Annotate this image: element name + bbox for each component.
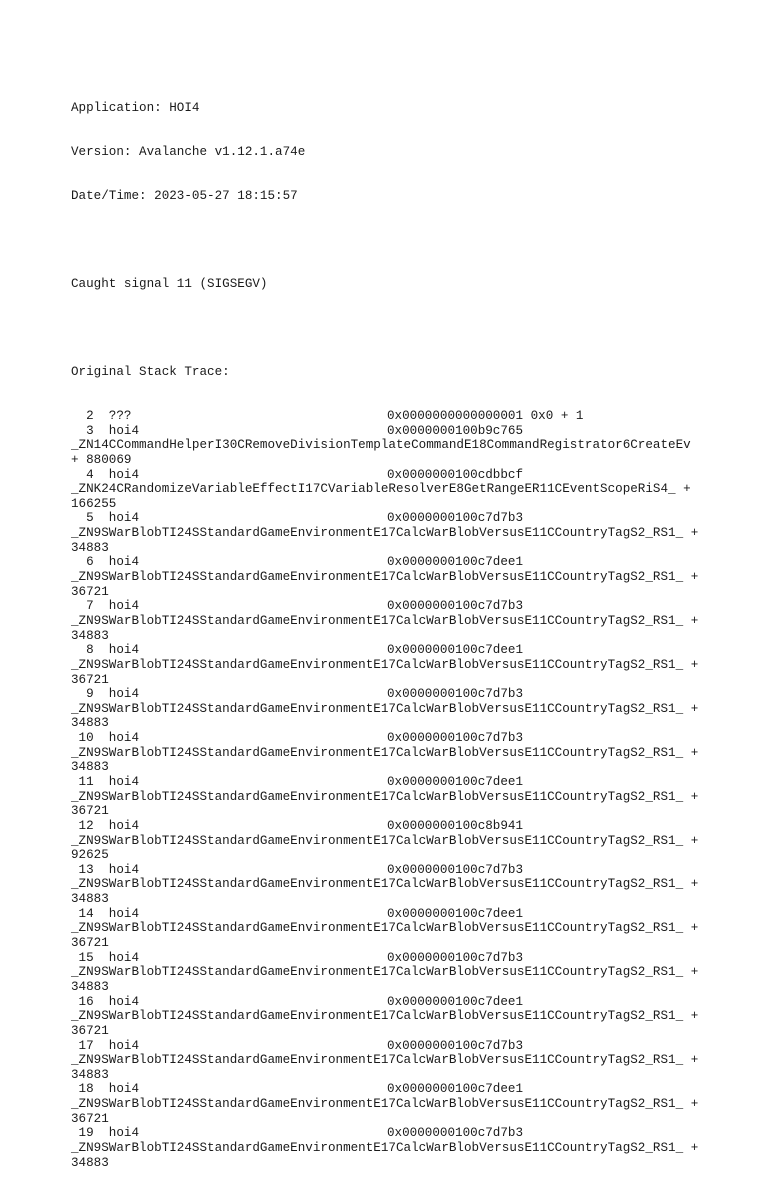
frame-address: 0x0000000100c7d7b3 — [387, 731, 524, 746]
frame-address: 0x0000000100c8b941 — [387, 818, 524, 833]
frame-number: 6 — [86, 555, 94, 570]
frame-symbol: _ZN9SWarBlobTI24SStandardGameEnvironmentE17CalcWarBlobVersusE11CCountryTagS2_RS1_ + — [71, 965, 699, 980]
frame-address: 0x0000000100c7d7b3 — [387, 687, 524, 702]
datetime-line: Date/Time: 2023-05-27 18:15:57 — [71, 189, 298, 204]
frame-symbol: 36721 — [71, 1111, 109, 1126]
frame-module: hoi4 — [108, 467, 140, 482]
crash-log-document — [71, 72, 761, 1185]
frame-symbol: _ZN9SWarBlobTI24SStandardGameEnvironmentE17CalcWarBlobVersusE11CCountryTagS2_RS1_ + — [71, 921, 699, 936]
frame-symbol: 34883 — [71, 540, 109, 555]
frame-symbol: 166255 — [71, 496, 117, 511]
frame-address: 0x0000000100c7d7b3 — [387, 1126, 524, 1141]
stack-frame-header — [71, 863, 761, 878]
stack-frame-header — [71, 511, 761, 526]
frame-address: 0x0000000100c7dee1 — [387, 906, 524, 921]
frame-module: hoi4 — [108, 511, 140, 526]
frame-number: 16 — [78, 994, 94, 1009]
frame-module: hoi4 — [108, 950, 140, 965]
frame-symbol: _ZN9SWarBlobTI24SStandardGameEnvironmentE17CalcWarBlobVersusE11CCountryTagS2_RS1_ + — [71, 570, 699, 585]
frame-module: ??? — [108, 408, 132, 423]
stack-frame-header — [71, 468, 761, 483]
frame-number: 14 — [78, 906, 94, 921]
frame-module: hoi4 — [108, 994, 140, 1009]
frame-address: 0x0000000100b9c765 — [387, 423, 524, 438]
stack-frame-header — [71, 907, 761, 922]
frame-number: 4 — [86, 467, 94, 482]
frame-symbol: _ZN14CCommandHelperI30CRemoveDivisionTemplateCommandE18CommandRegistrator6CreateEv — [71, 438, 691, 453]
frame-address: 0x0000000100c7d7b3 — [387, 599, 524, 614]
stack-frame-header — [71, 775, 761, 790]
frame-module: hoi4 — [108, 423, 140, 438]
frame-address: 0x0000000000000001 0x0 + 1 — [387, 408, 584, 423]
frame-module: hoi4 — [108, 731, 140, 746]
stack-frame-header — [71, 995, 761, 1010]
frame-address: 0x0000000100c7dee1 — [387, 555, 524, 570]
frame-symbol: 92625 — [71, 848, 109, 863]
frame-module: hoi4 — [108, 643, 140, 658]
frame-symbol: _ZNK24CRandomizeVariableEffectI17CVariableResolverE8GetRangeER11CEventScopeRiS4_ + — [71, 482, 691, 497]
stack-frame-header — [71, 1126, 761, 1141]
stack-frame-header — [71, 409, 761, 424]
version-line: Version: Avalanche v1.12.1.a74e — [71, 145, 306, 160]
stack-frame-header — [71, 819, 761, 834]
frame-symbol: 34883 — [71, 979, 109, 994]
frame-number: 13 — [78, 862, 94, 877]
frame-symbol: _ZN9SWarBlobTI24SStandardGameEnvironmentE17CalcWarBlobVersusE11CCountryTagS2_RS1_ + — [71, 1141, 699, 1156]
frame-symbol: 34883 — [71, 892, 109, 907]
frame-symbol: _ZN9SWarBlobTI24SStandardGameEnvironmentE17CalcWarBlobVersusE11CCountryTagS2_RS1_ + — [71, 701, 699, 716]
frame-module: hoi4 — [108, 687, 140, 702]
frame-symbol: + 880069 — [71, 452, 132, 467]
blank-line — [71, 233, 761, 248]
frame-symbol: _ZN9SWarBlobTI24SStandardGameEnvironmentE17CalcWarBlobVersusE11CCountryTagS2_RS1_ + — [71, 1053, 699, 1068]
frame-symbol: 36721 — [71, 672, 109, 687]
frame-number: 18 — [78, 1082, 94, 1097]
frame-module: hoi4 — [108, 1126, 140, 1141]
frame-address: 0x0000000100c7d7b3 — [387, 950, 524, 965]
frame-symbol: _ZN9SWarBlobTI24SStandardGameEnvironmentE17CalcWarBlobVersusE11CCountryTagS2_RS1_ + — [71, 877, 699, 892]
frame-symbol: 34883 — [71, 1067, 109, 1082]
frame-symbol: 34883 — [71, 716, 109, 731]
frame-number: 8 — [86, 643, 94, 658]
frame-number: 5 — [86, 511, 94, 526]
frame-module: hoi4 — [108, 818, 140, 833]
frame-module: hoi4 — [108, 1038, 140, 1053]
frame-symbol: 34883 — [71, 760, 109, 775]
frame-symbol: 36721 — [71, 804, 109, 819]
frame-symbol: 34883 — [71, 628, 109, 643]
frame-address: 0x0000000100c7dee1 — [387, 1082, 524, 1097]
frame-number: 2 — [86, 408, 94, 423]
signal-line: Caught signal 11 (SIGSEGV) — [71, 277, 268, 292]
frame-symbol: 36721 — [71, 936, 109, 951]
frame-number: 15 — [78, 950, 94, 965]
frame-symbol: 36721 — [71, 1023, 109, 1038]
frame-symbol: _ZN9SWarBlobTI24SStandardGameEnvironmentE17CalcWarBlobVersusE11CCountryTagS2_RS1_ + — [71, 526, 699, 541]
frame-symbol: 36721 — [71, 584, 109, 599]
stack-frame-header — [71, 731, 761, 746]
frame-module: hoi4 — [108, 555, 140, 570]
stack-frame-header — [71, 424, 761, 439]
stack-frame-header — [71, 599, 761, 614]
blank-line — [71, 321, 761, 336]
frame-address: 0x0000000100c7dee1 — [387, 775, 524, 789]
stack-trace-title: Original Stack Trace: — [71, 365, 230, 380]
frame-number: 12 — [78, 818, 94, 833]
stack-frame-header — [71, 1039, 761, 1054]
frame-number: 11 — [78, 775, 94, 789]
stack-frame-header — [71, 687, 761, 702]
frame-symbol: _ZN9SWarBlobTI24SStandardGameEnvironmentE17CalcWarBlobVersusE11CCountryTagS2_RS1_ + — [71, 745, 699, 760]
frame-number: 7 — [86, 599, 94, 614]
frame-number: 3 — [86, 423, 94, 438]
stack-frame-header — [71, 1082, 761, 1097]
stack-frame-header — [71, 643, 761, 658]
stack-trace-frames — [71, 409, 761, 1170]
frame-module: hoi4 — [108, 862, 140, 877]
frame-module: hoi4 — [108, 906, 140, 921]
frame-number: 17 — [78, 1038, 94, 1053]
frame-address: 0x0000000100c7d7b3 — [387, 1038, 524, 1053]
frame-symbol: 34883 — [71, 1155, 109, 1170]
stack-frame-header — [71, 555, 761, 570]
frame-address: 0x0000000100c7dee1 — [387, 994, 524, 1009]
frame-address: 0x0000000100cdbbcf — [387, 467, 524, 482]
frame-symbol: _ZN9SWarBlobTI24SStandardGameEnvironmentE17CalcWarBlobVersusE11CCountryTagS2_RS1_ + — [71, 1009, 699, 1024]
frame-number: 19 — [78, 1126, 94, 1141]
frame-address: 0x0000000100c7d7b3 — [387, 511, 524, 526]
frame-number: 10 — [78, 731, 94, 746]
frame-module: hoi4 — [108, 775, 140, 789]
frame-symbol: _ZN9SWarBlobTI24SStandardGameEnvironmentE17CalcWarBlobVersusE11CCountryTagS2_RS1_ + — [71, 833, 699, 848]
stack-frame-header — [71, 951, 761, 966]
application-line: Application: HOI4 — [71, 101, 200, 116]
frame-address: 0x0000000100c7dee1 — [387, 643, 524, 658]
frame-address: 0x0000000100c7d7b3 — [387, 862, 524, 877]
frame-symbol: _ZN9SWarBlobTI24SStandardGameEnvironmentE17CalcWarBlobVersusE11CCountryTagS2_RS1_ + — [71, 789, 699, 804]
frame-module: hoi4 — [108, 599, 140, 614]
frame-symbol: _ZN9SWarBlobTI24SStandardGameEnvironmentE17CalcWarBlobVersusE11CCountryTagS2_RS1_ + — [71, 1097, 699, 1112]
frame-symbol: _ZN9SWarBlobTI24SStandardGameEnvironmentE17CalcWarBlobVersusE11CCountryTagS2_RS1_ + — [71, 613, 699, 628]
frame-module: hoi4 — [108, 1082, 140, 1097]
frame-symbol: _ZN9SWarBlobTI24SStandardGameEnvironmentE17CalcWarBlobVersusE11CCountryTagS2_RS1_ + — [71, 657, 699, 672]
frame-number: 9 — [86, 687, 94, 702]
